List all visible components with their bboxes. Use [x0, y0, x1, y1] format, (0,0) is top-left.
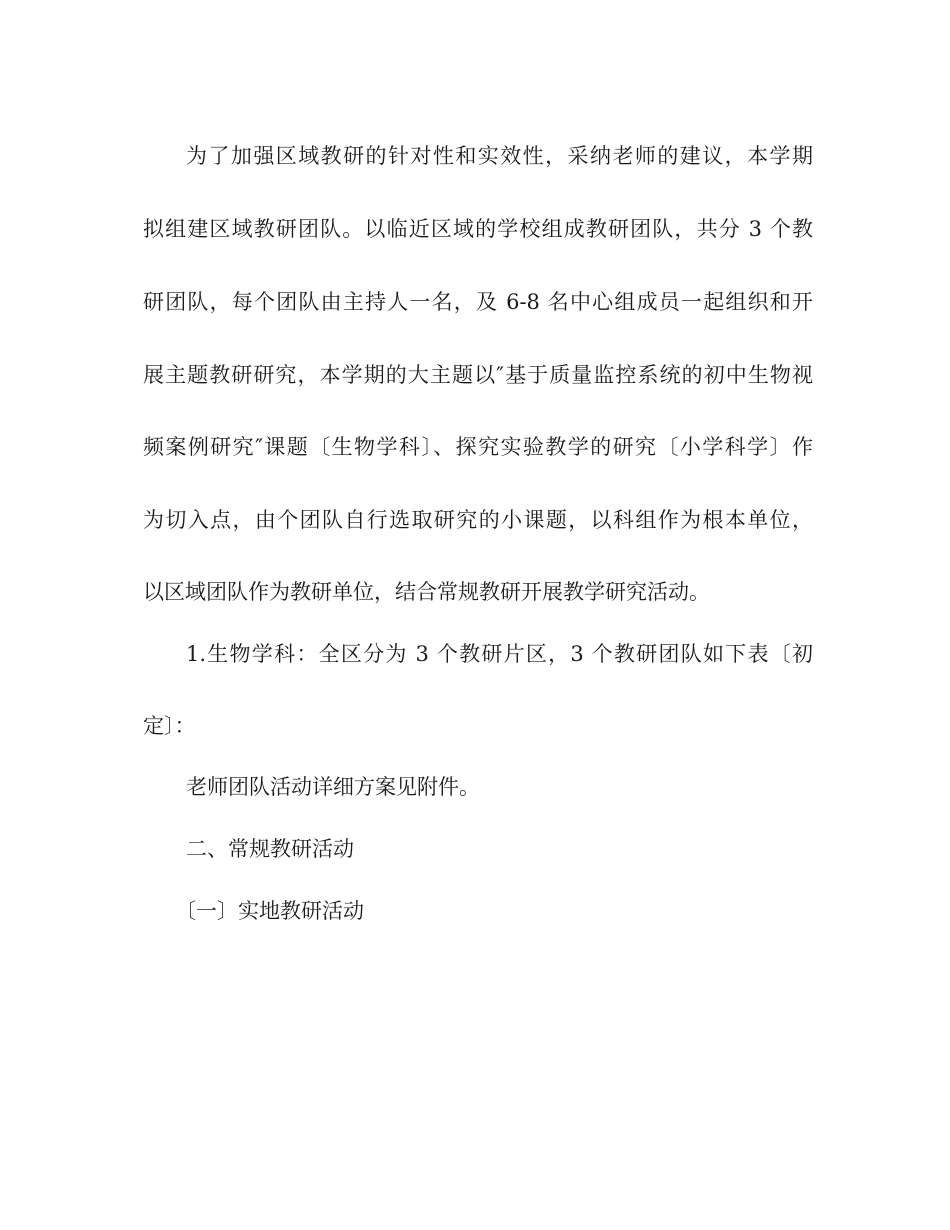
paragraph-1-line-6: 为切入点，由个团队自行选取研究的小课题，以科组作为根本单位， [143, 508, 813, 532]
paragraph-1-line-3: 研团队，每个团队由主持人一名，及 6-8 名中心组成员一起组织和开 [143, 290, 813, 314]
paragraph-1-line-4: 展主题教研研究，本学期的大主题以″基于质量监控系统的初中生物视 [143, 363, 813, 387]
paragraph-3: 老师团队活动详细方案见附件。 [186, 775, 480, 799]
paragraph-2-line-1: 1.生物学科：全区分为 3 个教研片区，3 个教研团队如下表〔初 [186, 642, 813, 666]
paragraph-2-line-2: 定〕： [143, 714, 196, 738]
paragraph-1-line-5: 频案例研究″课题〔生物学科〕、探究实验教学的研究〔小学科学〕作 [143, 435, 813, 459]
subsection-heading-onsite-activities: 〔一〕实地教研活动 [175, 899, 364, 923]
section-heading-regular-activities: 二、常规教研活动 [186, 837, 354, 861]
paragraph-1-line-7: 以区域团队作为教研单位，结合常规教研开展教学研究活动。 [143, 580, 710, 604]
paragraph-1-line-1: 为了加强区域教研的针对性和实效性，采纳老师的建议，本学期 [186, 144, 813, 168]
paragraph-1-line-2: 拟组建区域教研团队。以临近区域的学校组成教研团队，共分 3 个教 [143, 217, 813, 241]
